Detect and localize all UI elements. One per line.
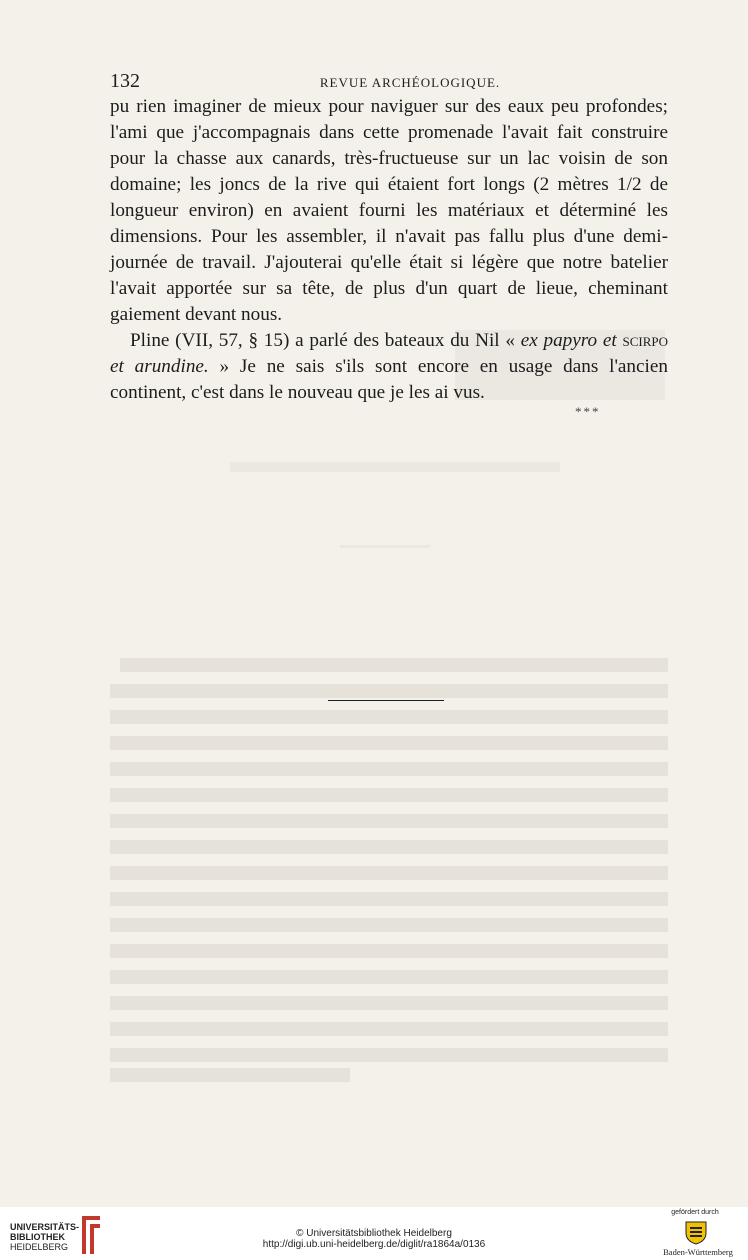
- copyright-notice: [250, 1228, 498, 1250]
- journal-title: REVUE ARCHÉOLOGIQUE.: [319, 75, 501, 90]
- signature-asterism: ***: [575, 404, 601, 419]
- paragraph-continued: pu rien imaginer de mieux pour naviguer sur des eaux peu profondes; l'ami que j'accompagnais dans cette promenade l'avait fait construire pour la chasse aux canards, très-fructueuse sur un lac voisin de son domaine; les joncs de la rive qui étaient fort longs (2 mètres 1/2 de longueur environ) en avaient fourni les matériaux et déterminé les dimensions. Pour les assembler, il n'avait pas fallu plus d'une demi-journée de travail. J'ajouterai qu'elle était si légère que notre batelier l'avait apportée sur sa tête, de plus d'un quart de lieue, cheminant gaiement devant nous.: [110, 96, 668, 325]
- funded-by-label: gefördert durch: [671, 1209, 719, 1216]
- article-body: [110, 94, 668, 406]
- library-name-line3: HEIDELBERG: [10, 1242, 69, 1252]
- library-name: [10, 1222, 80, 1252]
- latin-quote-italic: ex papyro et: [520, 330, 617, 351]
- page-number: 132: [110, 70, 140, 92]
- section-divider-rule: [328, 700, 444, 701]
- paragraph-pline: [110, 328, 668, 406]
- copyright-text: © Universitätsbibliothek Heidelberg: [296, 1228, 452, 1239]
- library-name-line1: UNIVERSITÄTS-: [10, 1222, 80, 1232]
- paragraph-pline-tail: » Je ne sais s'ils sont encore en usage dans l'ancien continent, c'est dans le nouveau que je les ai vus.: [110, 356, 668, 403]
- funder-name: Baden-Württemberg: [663, 1247, 733, 1257]
- latin-quote-smallcaps: scirpo: [622, 330, 669, 351]
- running-head: [110, 70, 668, 96]
- latin-quote-italic-end: et arundine.: [110, 356, 209, 377]
- ub-heidelberg-logo-icon: [76, 1212, 106, 1258]
- permalink-url[interactable]: http://digi.ub.uni-heidelberg.de/diglit/ra1864a/0136: [262, 1239, 486, 1250]
- paragraph-pline-lead: Pline (VII, 57, § 15) a parlé des bateaux du Nil «: [130, 330, 521, 351]
- library-name-line2: BIBLIOTHEK: [10, 1232, 65, 1242]
- baden-wuerttemberg-crest-icon: [683, 1219, 709, 1245]
